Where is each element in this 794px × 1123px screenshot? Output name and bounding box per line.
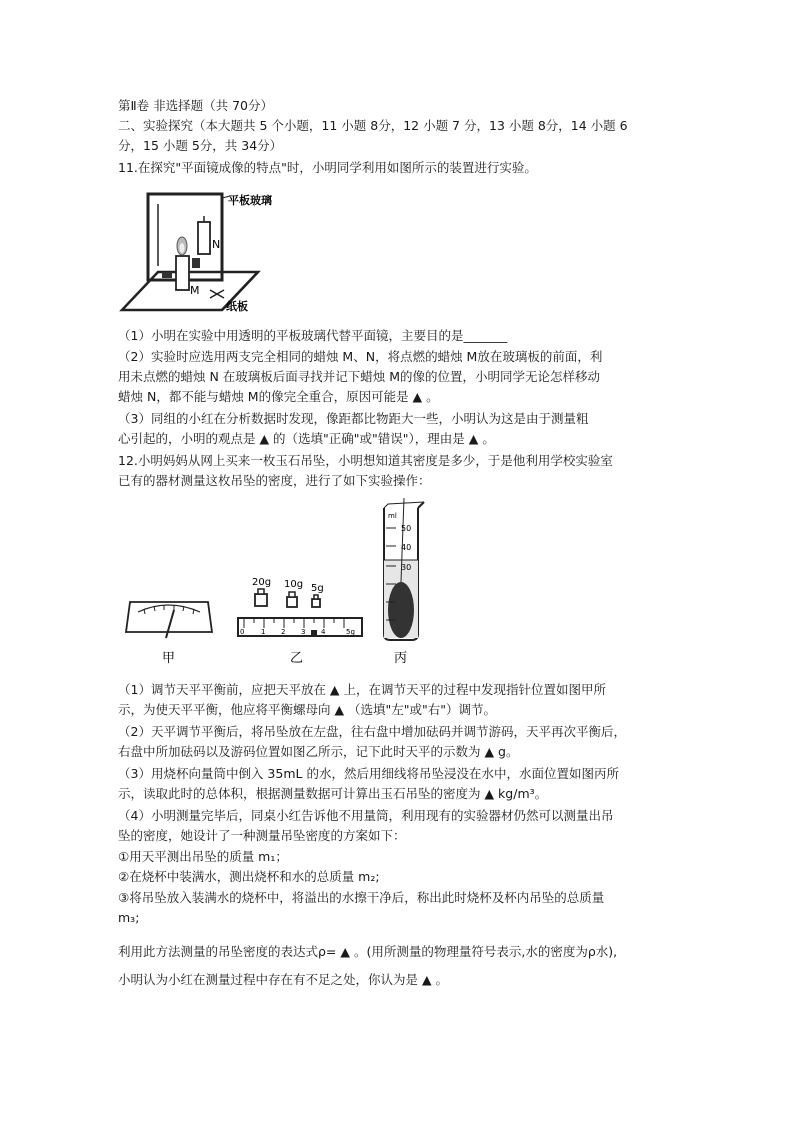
q12-step1: ①用天平测出吊坠的质量 m₁； (118, 849, 288, 864)
q11-part2-a: （2）实验时应选用两支完全相同的蜡烛 M、N，将点燃的蜡烛 M放在玻璃板的前面，利 (118, 349, 603, 364)
section-title: 第Ⅱ卷 非选择题（共 70分） (118, 98, 274, 113)
section-heading-cont: 分，15 小题 5分，共 34分） (118, 138, 283, 153)
glass-label: 平板玻璃 (228, 194, 272, 207)
candle-m (176, 256, 189, 290)
q12-part3-b: 示，读取此时的总体积，根据测量数据可计算出玉石吊坠的密度为 ▲ kg/m³。 (118, 786, 548, 801)
q12-step3-a: ③将吊坠放入装满水的烧杯中，将溢出的水擦干净后，称出此时烧杯及杯内吊坠的总质量 (118, 890, 605, 905)
caption-yi: 乙 (290, 651, 304, 666)
q12-step3-b: m₃; (118, 910, 140, 925)
ruler-tick-3: 3 (301, 628, 306, 636)
cylinder-mark-30: 30 (401, 563, 412, 572)
caption-jia: 甲 (162, 651, 176, 666)
cylinder-mark-40: 40 (401, 543, 412, 552)
ruler-tick-4: 4 (321, 628, 326, 636)
q12-part4-b: 坠的密度，她设计了一种测量吊坠密度的方案如下： (118, 828, 406, 843)
ruler-tick-2: 2 (281, 628, 286, 636)
density-experiment-figure (118, 498, 448, 670)
q12-part1-a: （1）调节天平平衡前，应把天平放在 ▲ 上，在调节天平的过程中发现指针位置如图甲所 (118, 682, 607, 697)
q12-part3-a: （3）用烧杯向量筒中倒入 35mL 的水，然后用细线将吊坠浸没在水中，水面位置如图丙所 (118, 766, 619, 781)
section-heading: 二、实验探究（本大题共 5 个小题，11 小题 8分，12 小题 7 分，13 小题 8分，14 小题 6 (118, 118, 628, 133)
q11-part3-a: （3）同组的小红在分析数据时发现，像距都比物距大一些，小明认为这是由于测量粗 (118, 411, 589, 426)
q12-step2: ②在烧杯中装满水，测出烧杯和水的总质量 m₂; (118, 869, 380, 884)
slider-ruler (238, 618, 362, 636)
q11-stem: 11.在探究"平面镜成像的特点"时，小明同学利用如图所示的装置进行实验。 (118, 160, 537, 175)
cylinder-unit: ml (388, 512, 397, 520)
cylinder-mark-50: 50 (401, 524, 412, 533)
weight-20g: 20g (252, 577, 272, 588)
q12-part4-a: （4）小明测量完毕后，同桌小红告诉他不用量筒，利用现有的实验器材仍然可以测量出吊 (118, 808, 614, 823)
ruler-tick-5g: 5g (346, 628, 355, 636)
q12-deficiency: 小明认为小红在测量过程中存在有不足之处，你认为是 ▲ 。 (118, 972, 449, 987)
q12-part1-b: 示，为使天平平衡，他应将平衡螺母向 ▲ （选填"左"或"右"）调节。 (118, 702, 497, 717)
q11-part2-b: 用未点燃的蜡烛 N 在玻璃板后面寻找并记下蜡烛 M的像的位置，小明同学无论怎样移动 (118, 369, 601, 384)
q12-stem-a: 12.小明妈妈从网上买来一枚玉石吊坠，小明想知道其密度是多少，于是他利用学校实验室 (118, 453, 613, 468)
ruler-tick-0: 0 (240, 628, 245, 636)
board-label: 纸板 (226, 300, 248, 313)
q11-part2-c: 蜡烛 N，都不能与蜡烛 M的像完全重合，原因可能是 ▲ 。 (118, 389, 439, 404)
q12-part2-a: （2）天平调节平衡后，将吊坠放在左盘，往右盘中增加砝码并调节游码，天平再次平衡后， (118, 724, 626, 739)
n-label: N (212, 238, 221, 251)
q12-density-expression: 利用此方法测量的吊坠密度的表达式ρ= ▲ 。(用所测量的物理量符号表示,水的密度为ρ水), (118, 944, 618, 959)
caption-bing: 丙 (394, 651, 408, 666)
weight-10g: 10g (284, 579, 304, 590)
q11-part3-b: 心引起的，小明的观点是 ▲ 的（选填"正确"或"错误"），理由是 ▲ 。 (118, 431, 495, 446)
q11-part1: （1）小明在实验中用透明的平板玻璃代替平面镜，主要目的是_______ (118, 328, 508, 343)
weight-5g: 5g (311, 583, 324, 594)
candle-n (198, 222, 210, 254)
ruler-tick-1: 1 (261, 628, 266, 636)
q12-part2-b: 右盘中所加砝码以及游码位置如图乙所示，记下此时天平的示数为 ▲ g。 (118, 744, 519, 759)
mirror-experiment-figure (118, 186, 298, 316)
m-label: M (190, 284, 200, 297)
balance-dial (126, 602, 212, 638)
q12-stem-b: 已有的器材测量这枚吊坠的密度，进行了如下实验操作： (118, 473, 431, 488)
